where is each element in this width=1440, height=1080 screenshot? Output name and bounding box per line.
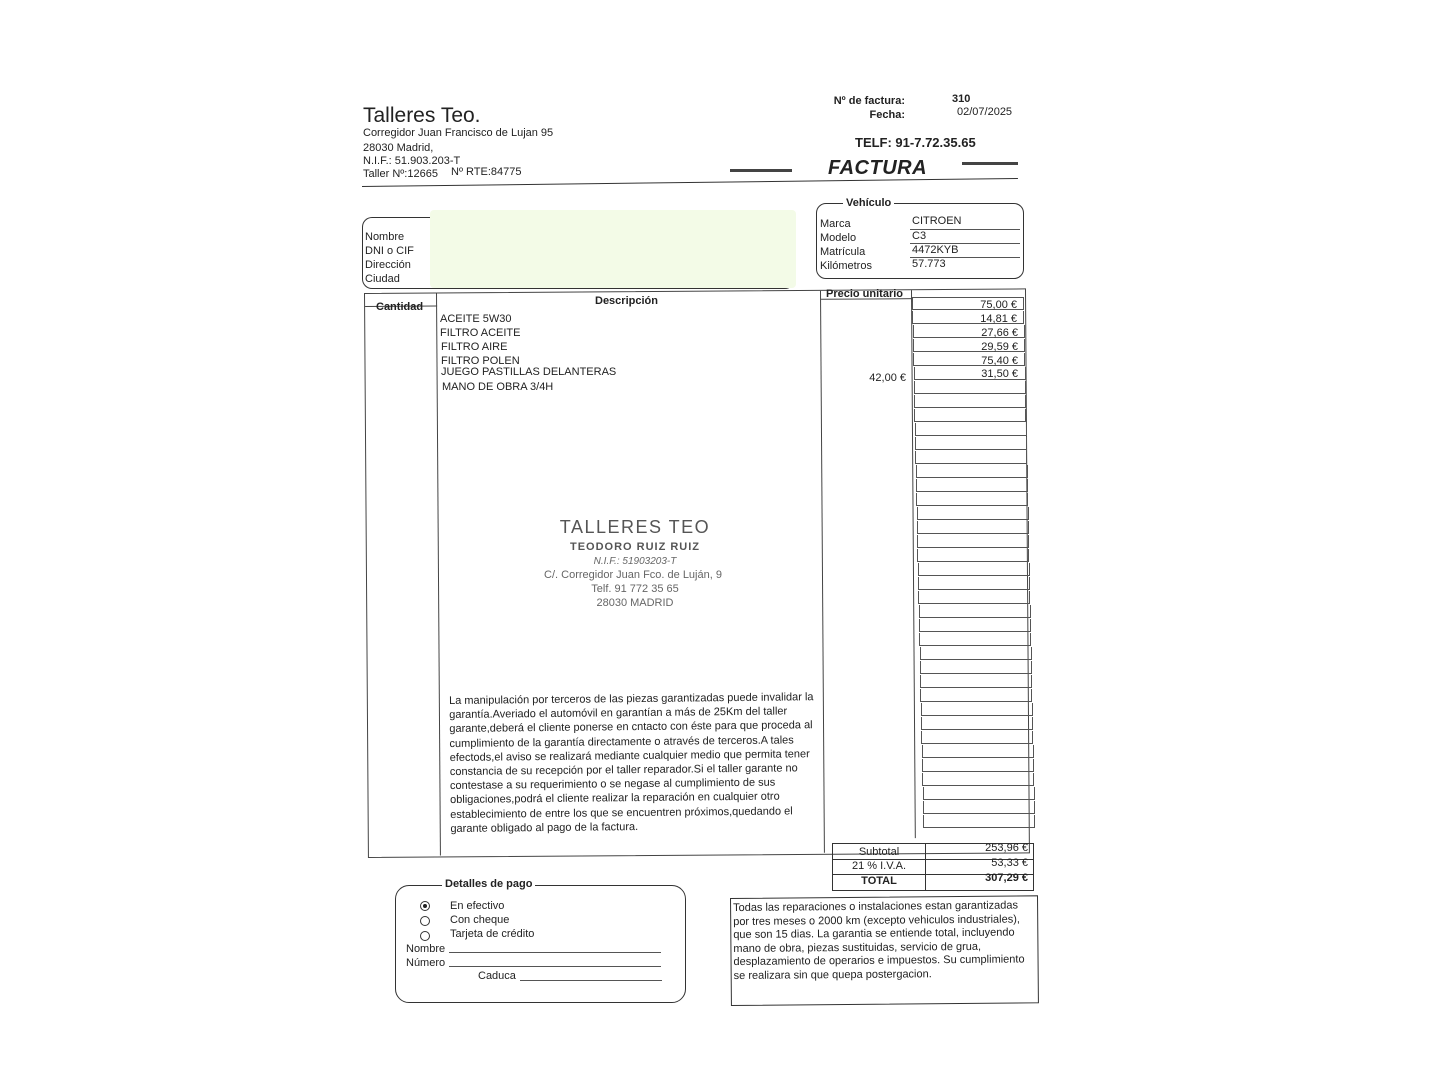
total-value: 307,29 € [985, 872, 1028, 884]
radio-card[interactable] [420, 931, 430, 941]
total-label: TOTAL [861, 875, 897, 887]
amount-grid-row [917, 535, 1029, 548]
amount-grid-row [917, 507, 1029, 520]
payment-number-field[interactable] [449, 966, 661, 967]
payment-number-label: Número [406, 957, 446, 969]
invoice-date-label: Fecha: [869, 109, 905, 121]
item-description: FILTRO POLEN [441, 355, 520, 367]
item-description: FILTRO ACEITE [440, 327, 521, 339]
amount-grid-row [917, 549, 1029, 562]
amount-grid-row [920, 689, 1032, 702]
stamp-address: C/. Corregidor Juan Fco. de Luján, 9 [544, 569, 722, 581]
redacted-client-data [430, 210, 796, 288]
payment-name-label: Nombre [406, 943, 446, 955]
amount-grid-row [920, 647, 1032, 660]
item-description: ACEITE 5W30 [440, 313, 512, 325]
vat-value: 53,33 € [991, 857, 1028, 869]
item-amount: 75,40 € [981, 355, 1018, 367]
amount-grid-row [914, 395, 1026, 408]
header-unit-price: Precio unitario [826, 288, 904, 300]
amount-grid-row [915, 437, 1027, 450]
stamp-company-name: TALLERES TEO [559, 517, 711, 537]
amount-grid-row [922, 759, 1034, 772]
payment-expiry-field[interactable] [520, 980, 662, 981]
stamp-city: 28030 MADRID [596, 597, 674, 609]
item-amount: 31,50 € [981, 368, 1018, 380]
item-description: MANO DE OBRA 3/4H [442, 381, 554, 393]
invoice-number-label: Nº de factura: [833, 95, 905, 107]
amount-grid-row [923, 801, 1035, 814]
vehicle-legend: Vehículo [843, 197, 894, 209]
amount-grid-row [919, 633, 1031, 646]
payment-expiry-label: Caduca [478, 970, 516, 982]
radio-cash[interactable] [420, 901, 430, 911]
amount-grid-row [915, 451, 1027, 464]
client-dni-label: DNI o CIF [365, 245, 414, 257]
vehicle-brand-label: Marca [820, 218, 851, 230]
invoice-phone: TELF: 91-7.72.35.65 [855, 135, 976, 150]
guarantee-text: Todas las reparaciones o instalaciones estan garantizadas por tres meses o 2000 km (excepto vehiculos industriales), que son 15 dias. La garantia se entiende total, incluyendo mano de obra, piezas sustituidas, servicio de grua, desplazamiento de operarios e impuestos. Su cumplimiento se realizara sin que quepa postergacion. [733, 899, 1025, 982]
header-quantity: Cantidad [376, 301, 424, 313]
amount-grid-row [914, 409, 1026, 422]
vehicle-rule [910, 229, 1020, 230]
amount-grid-row [917, 521, 1029, 534]
amount-grid-row [918, 591, 1030, 604]
subtotal-label: Subtotal [858, 846, 900, 858]
payment-option-cash: En efectivo [450, 900, 505, 912]
vehicle-model-label: Modelo [820, 232, 857, 244]
amount-grid-row [916, 493, 1028, 506]
item-amount: 29,59 € [981, 341, 1018, 353]
title-rule-right [962, 162, 1018, 165]
vehicle-km-value: 57.773 [912, 258, 946, 270]
company-taller: Taller Nº:12665 [363, 168, 438, 180]
vat-label: 21 % I.V.A. [851, 860, 907, 872]
payment-option-card: Tarjeta de crédito [450, 928, 535, 940]
vehicle-model-value: C3 [912, 230, 927, 242]
vehicle-km-label: Kilómetros [820, 260, 872, 272]
invoice-date: 02/07/2025 [957, 106, 1013, 118]
item-amount: 75,00 € [980, 299, 1017, 311]
amount-grid-row [920, 675, 1032, 688]
warranty-text: La manipulación por terceros de las piezas garantizadas puede invalidar la garantía.Averiado el automóvil en garantían a más de 25Km del taller garante,deberá el cliente ponerse en cntacto con éste para que proceda al cumplimiento de la garantía directamente o através de terceros.A tales efectods,el aviso se realizará mediante cualquier medio que permita tener constancia de su recepción por el taller reparador.Si el taller garante no contestase a su requerimiento o se negase al cumplimiento de sus obligaciones,podrá el cliente realizar la reparación en cualquier otro establecimiento de entre los que se encuentren próximos,quedando el garante obligado al pago de la factura. [449, 691, 814, 835]
amount-grid-row [921, 717, 1033, 730]
stamp-owner: TEODORO RUIZ RUIZ [569, 541, 701, 553]
amount-grid-row [915, 423, 1027, 436]
amount-grid-row [923, 815, 1035, 828]
item-description: JUEGO PASTILLAS DELANTERAS [441, 366, 617, 378]
item-description: FILTRO AIRE [441, 341, 508, 353]
amount-grid-row [922, 773, 1034, 786]
item-amount: 27,66 € [981, 327, 1018, 339]
invoice-number: 310 [952, 93, 971, 105]
radio-cheque[interactable] [420, 916, 430, 926]
amount-grid-row [914, 381, 1026, 394]
amount-grid-row [921, 703, 1033, 716]
client-name-label: Nombre [365, 231, 405, 243]
amount-grid-row [921, 731, 1033, 744]
amount-grid-row [920, 661, 1032, 674]
payment-option-cheque: Con cheque [450, 914, 510, 926]
unit-price: 42,00 € [869, 372, 906, 384]
payment-name-field[interactable] [449, 952, 661, 953]
company-city: 28030 Madrid, [363, 142, 434, 154]
amount-grid-row [916, 479, 1028, 492]
payment-legend: Detalles de pago [442, 878, 535, 890]
invoice-title: FACTURA [828, 157, 928, 179]
company-nif: N.I.F.: 51.903.203-T [363, 155, 461, 167]
company-rte: Nº RTE:84775 [451, 166, 522, 178]
amount-grid-row [916, 465, 1028, 478]
amount-grid-row [922, 745, 1034, 758]
amount-grid-row [918, 577, 1030, 590]
item-amount: 14,81 € [980, 313, 1017, 325]
amount-grid-row [919, 619, 1031, 632]
client-address-label: Dirección [365, 259, 411, 271]
vehicle-brand-value: CITROEN [912, 215, 962, 227]
header-description: Descripción [595, 295, 658, 307]
stamp-phone: Telf. 91 772 35 65 [591, 583, 679, 595]
vehicle-plate-label: Matrícula [820, 246, 866, 258]
vehicle-plate-value: 4472KYB [912, 244, 959, 256]
stamp-nif: N.I.F.: 51903203-T [593, 556, 677, 567]
title-rule-left [730, 169, 792, 172]
client-city-label: Ciudad [365, 273, 400, 285]
amount-grid-row [919, 605, 1031, 618]
amount-grid-row [918, 563, 1030, 576]
amount-grid-row [923, 787, 1035, 800]
subtotal-value: 253,96 € [985, 842, 1028, 854]
company-name: Talleres Teo. [363, 104, 481, 127]
totals-column-rule [925, 844, 926, 890]
company-address: Corregidor Juan Francisco de Lujan 95 [363, 127, 554, 139]
